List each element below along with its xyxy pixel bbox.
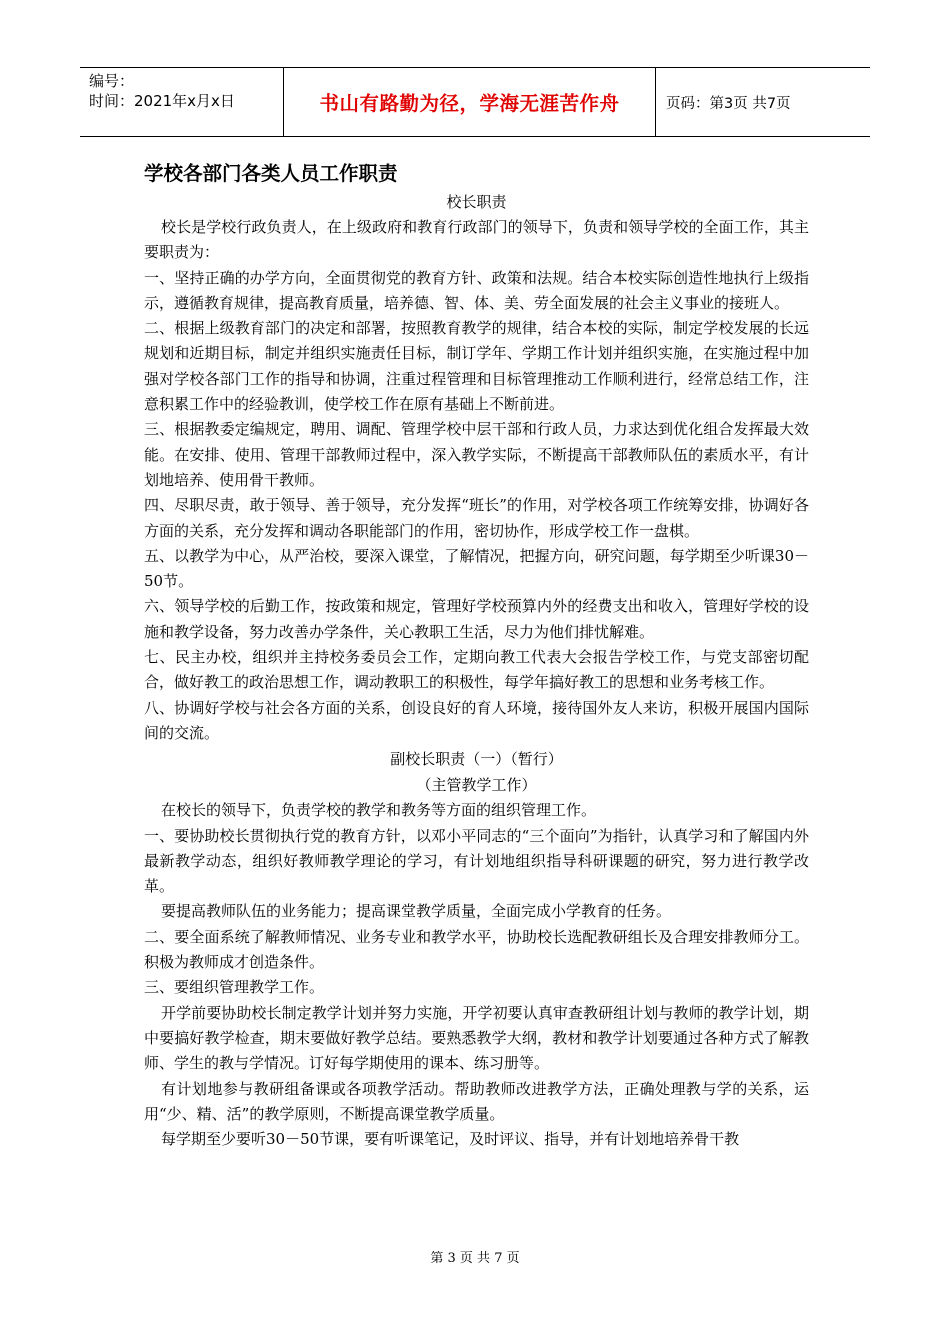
header-meta — [80, 68, 283, 136]
document-number-label: 编号： — [89, 72, 135, 90]
paragraph: 开学前要协助校长制定教学计划并努力实施，开学初要认真审查教研组计划与教师的教学计划，期中要搞好教学检查，期末要做好教学总结。要熟悉教学大纲，教材和教学计划要通过各种方式了解教师、学生的教与学情况。订好每学期使用的课本、练习册等。 — [144, 1003, 809, 1073]
document-body — [144, 155, 809, 1152]
paragraph: 四、尽职尽责，敢于领导、善于领导，充分发挥“班长”的作用，对学校各项工作统筹安排，协调好各方面的关系，充分发挥和调动各职能部门的作用，密切协作，形成学校工作一盘棋。 — [144, 496, 809, 540]
paragraph: 二、根据上级教育部门的决定和部署，按照教育教学的规律，结合本校的实际，制定学校发展的长远规划和近期目标，制定并组织实施责任目标，制订学年、学期工作计划并组织实施，在实施过程中加强对学校各部门工作的指导和协调，注重过程管理和目标管理推动工作顺利进行，经常总结工作，注意积累工作中的经验教训，使学校工作在原有基础上不断前进。 — [144, 319, 809, 414]
section-title-vice-principal: 副校长职责（一）（暂行） — [390, 750, 563, 769]
paragraph: 八、协调好学校与社会各方面的关系，创设良好的育人环境，接待国外友人来访，积极开展国内国际间的交流。 — [144, 698, 809, 742]
paragraph: 一、要协助校长贯彻执行党的教育方针，以邓小平同志的“三个面向”为指针，认真学习和了解国内外最新教学动态，组织好教师教学理论的学习，有计划地组织指导科研课题的研究，努力进行教学改革。 — [144, 826, 809, 896]
document-title: 学校各部门各类人员工作职责 — [144, 162, 398, 185]
header-motto: 书山有路勤为径，学海无涯苦作舟 — [283, 68, 656, 136]
paragraph: 三、要组织管理教学工作。 — [144, 978, 325, 997]
paragraph: 每学期至少要听30－50节课，要有听课笔记，及时评议、指导，并有计划地培养骨干教 — [161, 1130, 740, 1149]
section-title-principal: 校长职责 — [446, 193, 507, 211]
paragraph: 六、领导学校的后勤工作，按政策和规定，管理好学校预算内外的经费支出和收入，管理好学校的设施和教学设备，努力改善办学条件，关心教职工生活，尽力为他们排忧解难。 — [144, 597, 809, 641]
page-footer: 第 3 页 共 7 页 — [430, 1251, 520, 1266]
document-time-label: 时间：2021年x月x日 — [89, 92, 235, 110]
paragraph: 三、根据教委定编规定，聘用、调配、管理学校中层干部和行政人员，力求达到优化组合发挥最大效能。在安排、使用、管理干部教师过程中，深入教学实际，不断提高干部教师队伍的素质水平，有计划地培养、使用骨干教师。 — [144, 420, 809, 489]
page-header — [80, 67, 870, 137]
paragraph: 五、以教学为中心，从严治校，要深入课堂，了解情况，把握方向，研究问题，每学期至少听课30－50节。 — [144, 546, 809, 591]
paragraph: 要提高教师队伍的业务能力；提高课堂教学质量，全面完成小学教育的任务。 — [161, 902, 672, 921]
paragraph: 一、坚持正确的办学方向，全面贯彻党的教育方针、政策和法规。结合本校实际创造性地执行上级指示，遵循教育规律，提高教育质量，培养德、智、体、美、劳全面发展的社会主义事业的接班人。 — [144, 268, 809, 312]
paragraph: 二、要全面系统了解教师情况、业务专业和教学水平，协助校长选配教研组长及合理安排教师分工。积极为教师成才创造条件。 — [144, 927, 809, 972]
paragraph: 七、民主办校，组织并主持校务委员会工作，定期向教工代表大会报告学校工作，与党支部密切配合，做好教工的政治思想工作，调动教职工的积极性，每学年搞好教工的思想和业务考核工作。 — [144, 648, 809, 692]
paragraph: 在校长的领导下，负责学校的教学和教务等方面的组织管理工作。 — [161, 801, 597, 820]
paragraph: 校长是学校行政负责人，在上级政府和教育行政部门的领导下，负责和领导学校的全面工作，其主要职责为： — [144, 218, 809, 262]
paragraph: 有计划地参与教研组备课或各项教学活动。帮助教师改进教学方法，正确处理教与学的关系，运用“少、精、活”的教学原则，不断提高课堂教学质量。 — [144, 1079, 809, 1123]
section-subtitle: （主管教学工作） — [416, 776, 537, 795]
header-page-label: 页码：第3页 共7页 — [666, 95, 791, 112]
